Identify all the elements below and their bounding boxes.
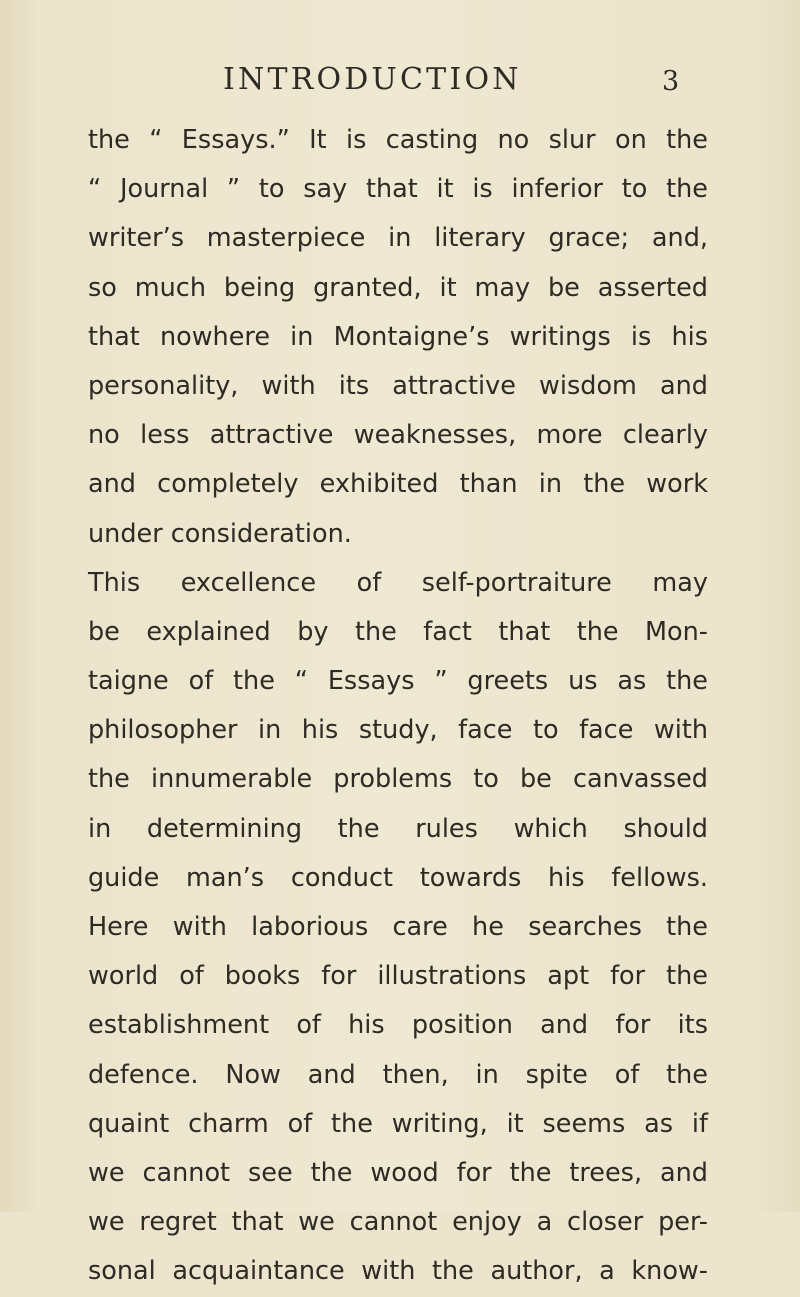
text-line: personality, with its attractive wisdom and xyxy=(88,370,708,401)
text-line: no less attractive weaknesses, more clearly xyxy=(88,420,708,451)
text-line: the “ Essays.” It is casting no slur on the xyxy=(88,125,708,155)
text-line: “ Journal ” to say that it is inferior to the xyxy=(88,174,708,205)
text-line: be explained by the fact that the Mon- xyxy=(88,616,708,647)
running-head-title: INTRODUCTION xyxy=(223,62,522,97)
text-line: establishment of his position and for its xyxy=(88,1010,708,1041)
text-line: we cannot see the wood for the trees, and xyxy=(88,1157,708,1188)
text-line: defence. Now and then, in spite of the xyxy=(88,1059,708,1090)
text-line: world of books for illustrations apt for the xyxy=(88,961,708,992)
running-head xyxy=(0,58,800,108)
text-line: and completely exhibited than in the work xyxy=(88,469,708,500)
text-line: guide man’s conduct towards his fellows. xyxy=(88,862,708,893)
body-text xyxy=(88,116,708,1297)
text-line: philosopher in his study, face to face with xyxy=(88,715,708,746)
text-line: under consideration. xyxy=(88,518,352,549)
text-line: Here with laborious care he searches the xyxy=(88,912,708,942)
text-line: quaint charm of the writing, it seems as if xyxy=(88,1108,708,1139)
text-line: that nowhere in Montaigne’s writings is his xyxy=(88,321,708,352)
text-line: in determining the rules which should xyxy=(88,813,708,844)
text-line: sonal acquaintance with the author, a know- xyxy=(88,1256,708,1287)
text-line: the innumerable problems to be canvassed xyxy=(88,764,708,795)
text-line: so much being granted, it may be asserted xyxy=(88,272,708,303)
text-line: This excellence of self-portraiture may xyxy=(88,567,708,598)
text-line: writer’s masterpiece in literary grace; and, xyxy=(88,223,708,254)
text-line: we regret that we cannot enjoy a closer per- xyxy=(88,1207,708,1238)
text-line: taigne of the “ Essays ” greets us as the xyxy=(88,666,708,697)
page-number: 3 xyxy=(662,66,680,97)
